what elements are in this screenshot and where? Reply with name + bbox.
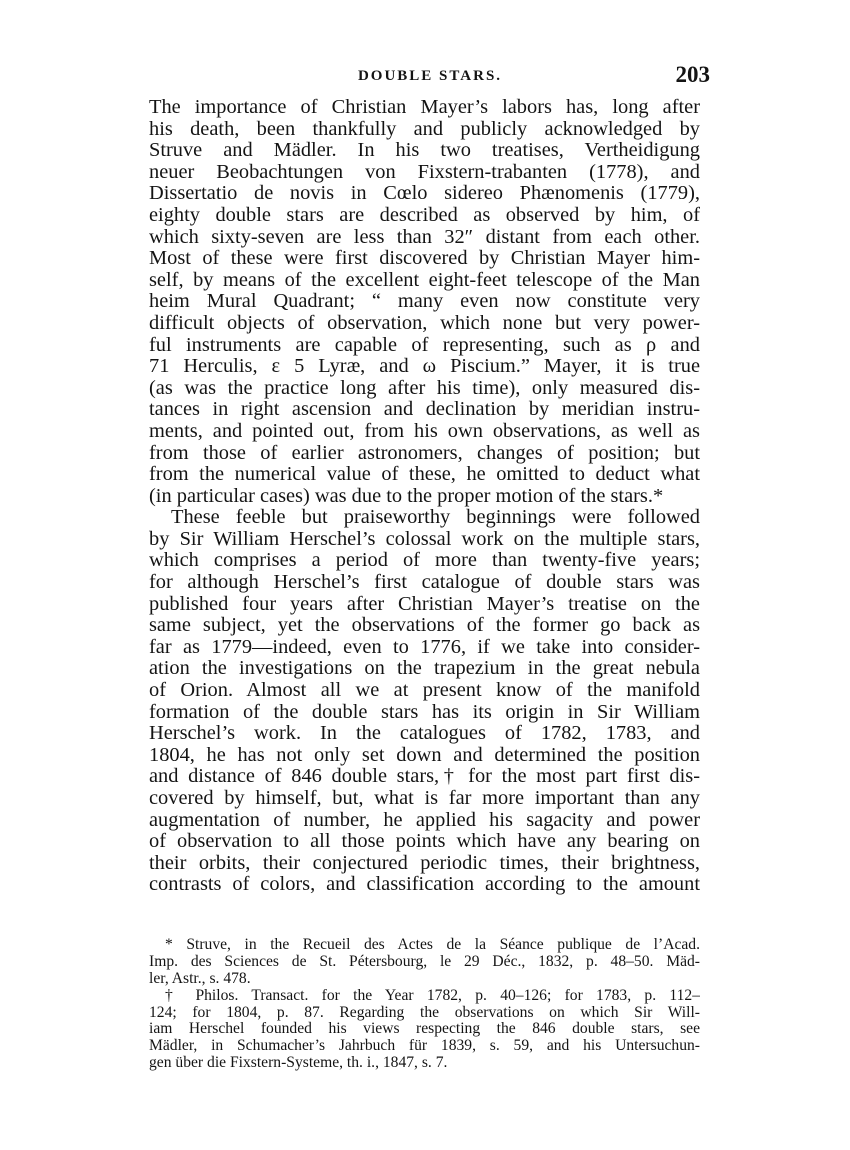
- footnote-line: Mädler, in Schumacher’s Jahrbuch für 1839, s. 59, and his Untersuchun-: [149, 1038, 700, 1055]
- running-title: DOUBLE STARS.: [357, 68, 503, 84]
- text-line: Most of these were first discovered by Christian Mayer him-: [149, 248, 700, 270]
- footnote-line: gen über die Fixstern-Systeme, th. i., 1847, s. 7.: [149, 1055, 448, 1072]
- body-text: [149, 97, 700, 896]
- text-line: eighty double stars are described as observed by him, of: [149, 204, 700, 226]
- text-line: his death, been thankfully and publicly acknowledged by: [149, 118, 700, 140]
- footnote-line: ler, Astr., s. 478.: [149, 970, 251, 987]
- text-line: The importance of Christian Mayer’s labors has, long after: [149, 97, 700, 118]
- text-line: neuer Beobachtungen von Fixstern-trabanten (1778), and: [149, 161, 700, 183]
- text-line: Dissertatio de novis in Cœlo sidereo Phænomenis (1779),: [149, 183, 700, 205]
- text-line: and distance of 846 double stars,† for the most part first dis-: [149, 766, 700, 788]
- footnote-line: Imp. des Sciences de St. Pétersbourg, le 29 Déc., 1832, p. 48–50. Mäd-: [149, 953, 700, 970]
- text-line: contrasts of colors, and classification according to the amount: [149, 874, 700, 896]
- text-line: from those of earlier astronomers, changes of position; but: [149, 442, 700, 464]
- text-line: from the numerical value of these, he omitted to deduct what: [149, 464, 700, 486]
- text-line: heim Mural Quadrant; “ many even now constitute very: [149, 291, 700, 313]
- footnotes: [149, 937, 700, 1072]
- text-line: These feeble but praiseworthy beginnings were followed: [171, 507, 700, 529]
- text-line: of observation to all those points which have any bearing on: [149, 831, 700, 853]
- text-line: 71 Herculis, ε 5 Lyræ, and ω Piscium.” Mayer, it is true: [149, 356, 700, 378]
- text-line: Herschel’s work. In the catalogues of 1782, 1783, and: [149, 723, 700, 745]
- text-line: ments, and pointed out, from his own observations, as well as: [149, 420, 700, 442]
- text-line: which comprises a period of more than twenty-five years;: [149, 550, 700, 572]
- text-line: which sixty-seven are less than 32″ distant from each other.: [149, 226, 700, 248]
- footnote-line: iam Herschel founded his views respecting the 846 double stars, see: [149, 1021, 700, 1038]
- text-line: 1804, he has not only set down and determined the position: [149, 744, 700, 766]
- page-number: 203: [675, 62, 710, 87]
- text-line: tances in right ascension and declination by meridian instru-: [149, 399, 700, 421]
- text-line: (as was the practice long after his time), only measured dis-: [149, 377, 700, 399]
- text-line: self, by means of the excellent eight-feet telescope of the Man: [149, 269, 700, 291]
- text-line: their orbits, their conjectured periodic times, their brightness,: [149, 852, 700, 874]
- footnote-line: † Philos. Transact. for the Year 1782, p. 40–126; for 1783, p. 112–: [165, 987, 700, 1004]
- text-line: augmentation of number, he applied his sagacity and power: [149, 809, 700, 831]
- text-line: published four years after Christian Mayer’s treatise on the: [149, 593, 700, 615]
- text-line: by Sir William Herschel’s colossal work on the multiple stars,: [149, 528, 700, 550]
- text-line: formation of the double stars has its origin in Sir William: [149, 701, 700, 723]
- text-line: ation the investigations on the trapezium in the great nebula: [149, 658, 700, 680]
- text-line: of Orion. Almost all we at present know of the manifold: [149, 680, 700, 702]
- text-line: ful instruments are capable of representing, such as ρ and: [149, 334, 700, 356]
- text-line: same subject, yet the observations of the former go back as: [149, 615, 700, 637]
- text-line: (in particular cases) was due to the proper motion of the stars.*: [149, 485, 664, 507]
- footnote-line: * Struve, in the Recueil des Actes de la Séance publique de l’Acad.: [165, 937, 700, 953]
- text-line: difficult objects of observation, which none but very power-: [149, 312, 700, 334]
- text-line: for although Herschel’s first catalogue of double stars was: [149, 572, 700, 594]
- text-line: covered by himself, but, what is far more important than any: [149, 788, 700, 809]
- footnote-line: 124; for 1804, p. 87. Regarding the observations on which Sir Will-: [149, 1004, 700, 1021]
- running-head: [150, 62, 710, 92]
- text-line: far as 1779—indeed, even to 1776, if we take into consider-: [149, 636, 700, 658]
- text-line: Struve and Mädler. In his two treatises, Vertheidigung: [149, 140, 700, 162]
